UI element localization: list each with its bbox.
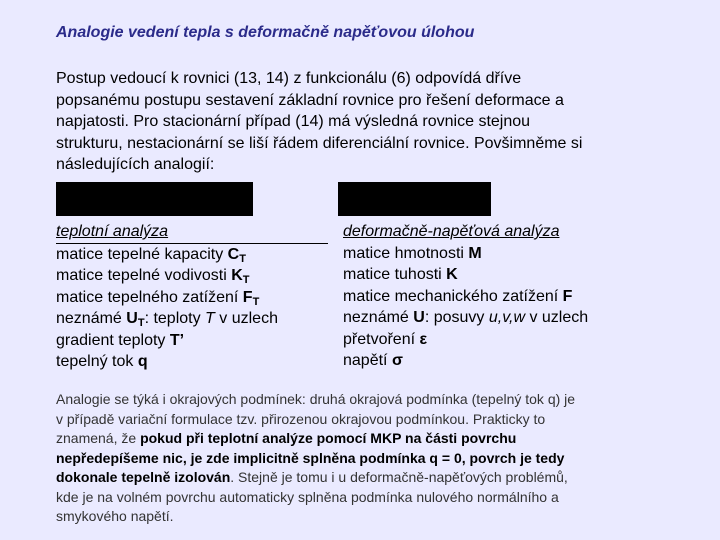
- mechanical-analysis-column: [343, 221, 643, 372]
- outro-line: v případě variační formulace tzv. přirozenou okrajovou podmínkou. Prakticky to: [56, 410, 546, 427]
- thermal-row: gradient teploty T’: [56, 331, 185, 349]
- intro-line: popsanému postupu sestavení základní rovnice pro řešení deformace a: [56, 91, 564, 109]
- page-title: Analogie vedení tepla s deformačně napěťovou úlohou: [56, 24, 475, 41]
- mechanical-row: matice mechanického zatížení F: [343, 287, 573, 305]
- outro-line: kde je na volném povrchu automaticky splněna podmínka nulového normálního a: [56, 488, 559, 505]
- outro-line: dokonale tepelně izolován. Stejně je tomu i u deformačně-napěťových problémů,: [56, 469, 568, 485]
- thermal-row: tepelný tok q: [56, 353, 148, 370]
- intro-line: Postup vedoucí k rovnici (13, 14) z funkcionálu (6) odpovídá dříve: [56, 70, 522, 87]
- mechanical-row: přetvoření ε: [343, 330, 428, 348]
- thermal-row: matice tepelné vodivosti $K_T$: [56, 267, 250, 286]
- thermal-row: matice tepelné kapacity $C_T$: [56, 245, 246, 265]
- intro-line: strukturu, nestacionární se liší řádem diferenciální rovnice. Povšimněme si: [56, 134, 583, 152]
- mechanical-row: matice hmotnosti M: [343, 244, 482, 262]
- thermal-row: matice tepelného zatížení $F_T$: [56, 288, 260, 308]
- redacted-block-right: [338, 182, 491, 216]
- thermal-row: neznámé $U_T$: teploty T v uzlech: [56, 310, 278, 329]
- outro-paragraph: [56, 390, 666, 527]
- mechanical-row: neznámé U: posuvy u,v,w v uzlech: [343, 309, 589, 326]
- mechanical-row: matice tuhosti K: [343, 266, 458, 283]
- outro-line: znamená, že pokud při teplotní analýze pomocí MKP na části povrchu: [56, 430, 517, 446]
- thermal-header: teplotní analýza: [56, 221, 328, 244]
- outro-line: smykového napětí.: [56, 508, 174, 524]
- intro-line: následujících analogií:: [56, 156, 215, 174]
- mechanical-header: deformačně-napěťová analýza: [343, 223, 560, 240]
- outro-line: Analogie se týká i okrajových podmínek: druhá okrajová podmínka (tepelný tok q) je: [56, 391, 576, 407]
- mechanical-row: napětí σ: [343, 352, 403, 369]
- thermal-analysis-column: [56, 221, 346, 373]
- intro-line: napjatosti. Pro stacionární případ (14) má výsledná rovnice stejnou: [56, 113, 531, 131]
- redacted-block-left: [56, 182, 253, 216]
- outro-line: nepředepíšeme nic, je zde implicitně splněna podmínka q = 0, povrch je tedy: [56, 449, 565, 466]
- intro-paragraph: [56, 68, 656, 176]
